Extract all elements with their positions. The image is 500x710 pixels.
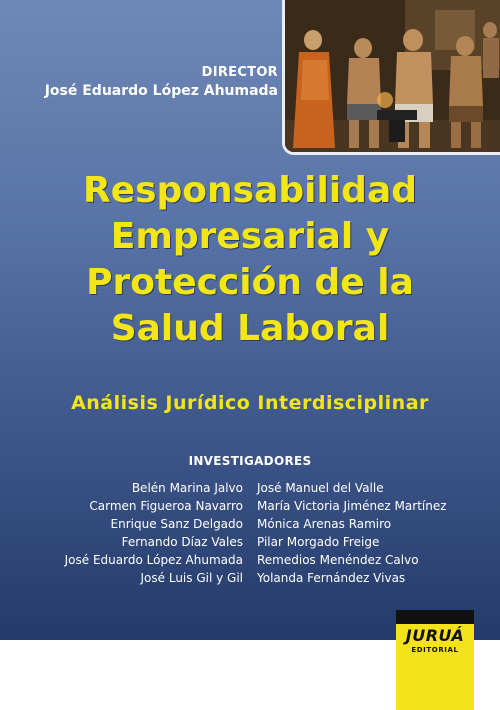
investigators-left-column <box>65 479 243 587</box>
investigators-right-column <box>257 479 447 587</box>
cover-painting <box>282 0 500 155</box>
book-subtitle: Análisis Jurídico Interdisciplinar <box>71 392 429 414</box>
director-block <box>45 64 278 100</box>
logo-bar <box>396 610 474 624</box>
title-line: Responsabilidad <box>82 170 418 211</box>
investigators-heading: INVESTIGADORES <box>188 454 312 468</box>
investigator-name: José Eduardo López Ahumada <box>64 553 243 567</box>
investigator-name: Enrique Sanz Delgado <box>110 517 243 531</box>
investigator-name: José Luis Gil y Gil <box>140 571 243 585</box>
publisher-name: JURUÁ <box>405 626 465 645</box>
investigator-name: Mónica Arenas Ramiro <box>257 517 392 531</box>
publisher-sub: EDITORIAL <box>411 646 459 654</box>
investigator-name: Carmen Figueroa Navarro <box>89 499 243 513</box>
director-name: José Eduardo López Ahumada <box>44 83 278 99</box>
publisher-logo <box>396 610 474 710</box>
title-line: Protección de la <box>86 262 414 303</box>
director-label: DIRECTOR <box>201 65 278 80</box>
investigator-name: Belén Marina Jalvo <box>131 481 243 495</box>
investigator-name: Yolanda Fernández Vivas <box>257 571 406 585</box>
investigator-name: Pilar Morgado Freige <box>257 535 380 549</box>
title-line: Empresarial y <box>110 216 390 257</box>
book-title <box>0 168 500 352</box>
investigator-name: José Manuel del Valle <box>257 481 384 495</box>
investigator-name: Fernando Díaz Vales <box>121 535 243 549</box>
title-line: Salud Laboral <box>110 308 390 349</box>
investigator-name: Remedios Menéndez Calvo <box>257 553 419 567</box>
investigator-name: María Victoria Jiménez Martínez <box>257 499 447 513</box>
